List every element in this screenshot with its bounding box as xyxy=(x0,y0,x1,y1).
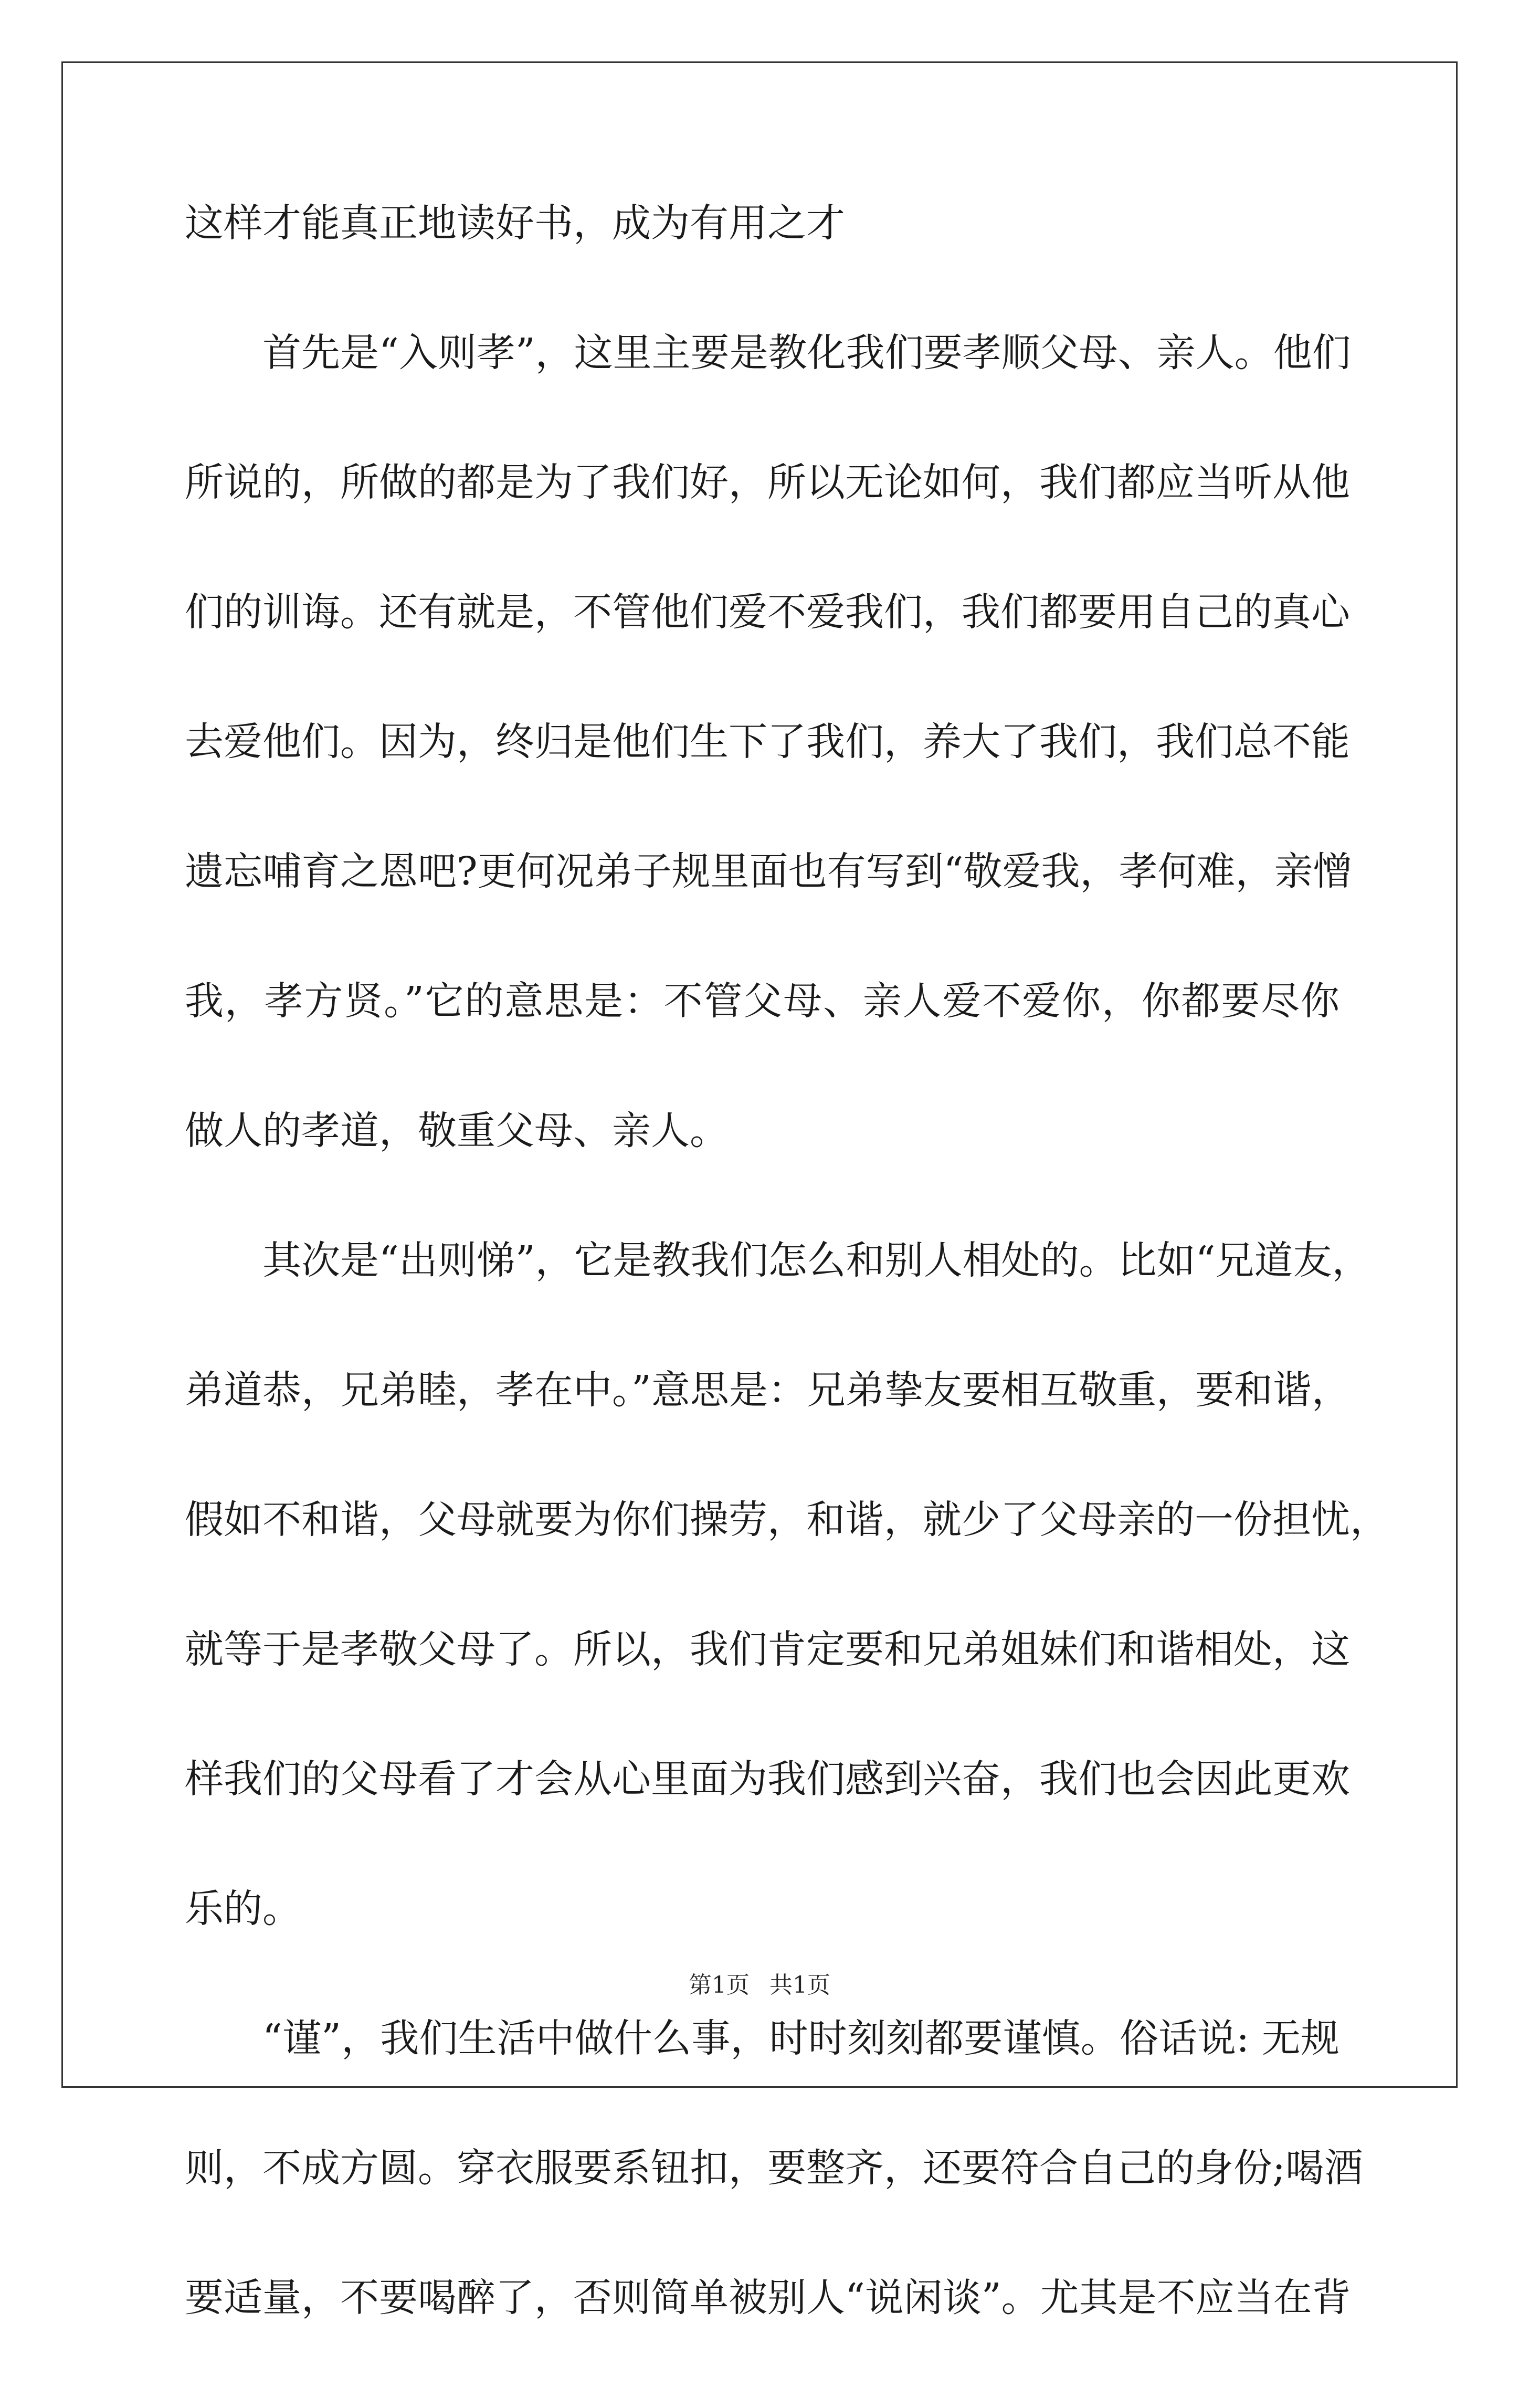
text-line-8: 做人的孝道，敬重父母、亲人。 xyxy=(185,1108,729,1153)
text-line-2: 首先是“入则孝”，这里主要是教化我们要孝顺父母、亲人。他们 xyxy=(262,330,1351,375)
text-line-1: 这样才能真正地读好书，成为有用之才 xyxy=(185,201,845,246)
text-line-11: 假如不和谐，父母就要为你们操劳，和谐，就少了父母亲的一份担忧， xyxy=(185,1497,1389,1542)
page-number-current: 第1页 xyxy=(689,1972,750,1999)
text-line-15: “谨”，我们生活中做什么事，时时刻刻都要谨慎。俗话说: 无规 xyxy=(262,2016,1339,2061)
text-line-14: 乐的。 xyxy=(185,1886,301,1931)
page-footer xyxy=(0,1974,1519,1997)
text-line-4: 们的训诲。还有就是，不管他们爱不爱我们，我们都要用自己的真心 xyxy=(185,590,1350,635)
page-number-total: 共1页 xyxy=(769,1972,830,1999)
text-line-17: 要适量，不要喝醉了，否则简单被别人“说闲谈”。尤其是不应当在背 xyxy=(185,2275,1351,2320)
text-line-16: 则，不成方圆。穿衣服要系钮扣，要整齐，还要符合自己的身份;喝酒 xyxy=(185,2146,1363,2191)
text-line-5: 去爱他们。因为，终归是他们生下了我们，养大了我们，我们总不能 xyxy=(185,719,1350,764)
text-line-3: 所说的，所做的都是为了我们好，所以无论如何，我们都应当听从他 xyxy=(185,460,1350,505)
text-line-10: 弟道恭，兄弟睦，孝在中。”意思是：兄弟挚友要相互敬重，要和谐， xyxy=(185,1368,1351,1413)
text-line-13: 样我们的父母看了才会从心里面为我们感到兴奋，我们也会因此更欢 xyxy=(185,1757,1350,1802)
text-line-9: 其次是“出则悌”，它是教我们怎么和别人相处的。比如“兄道友， xyxy=(262,1238,1371,1283)
text-line-12: 就等于是孝敬父母了。所以，我们肯定要和兄弟姐妹们和谐相处，这 xyxy=(185,1627,1350,1672)
document-body xyxy=(185,201,1389,2408)
text-line-7: 我，孝方贤。”它的意思是：不管父母、亲人爱不爱你，你都要尽你 xyxy=(185,979,1339,1024)
text-line-6: 遗忘哺育之恩吧?更何况弟子规里面也有写到“敬爱我，孝何难，亲憎 xyxy=(185,849,1352,894)
